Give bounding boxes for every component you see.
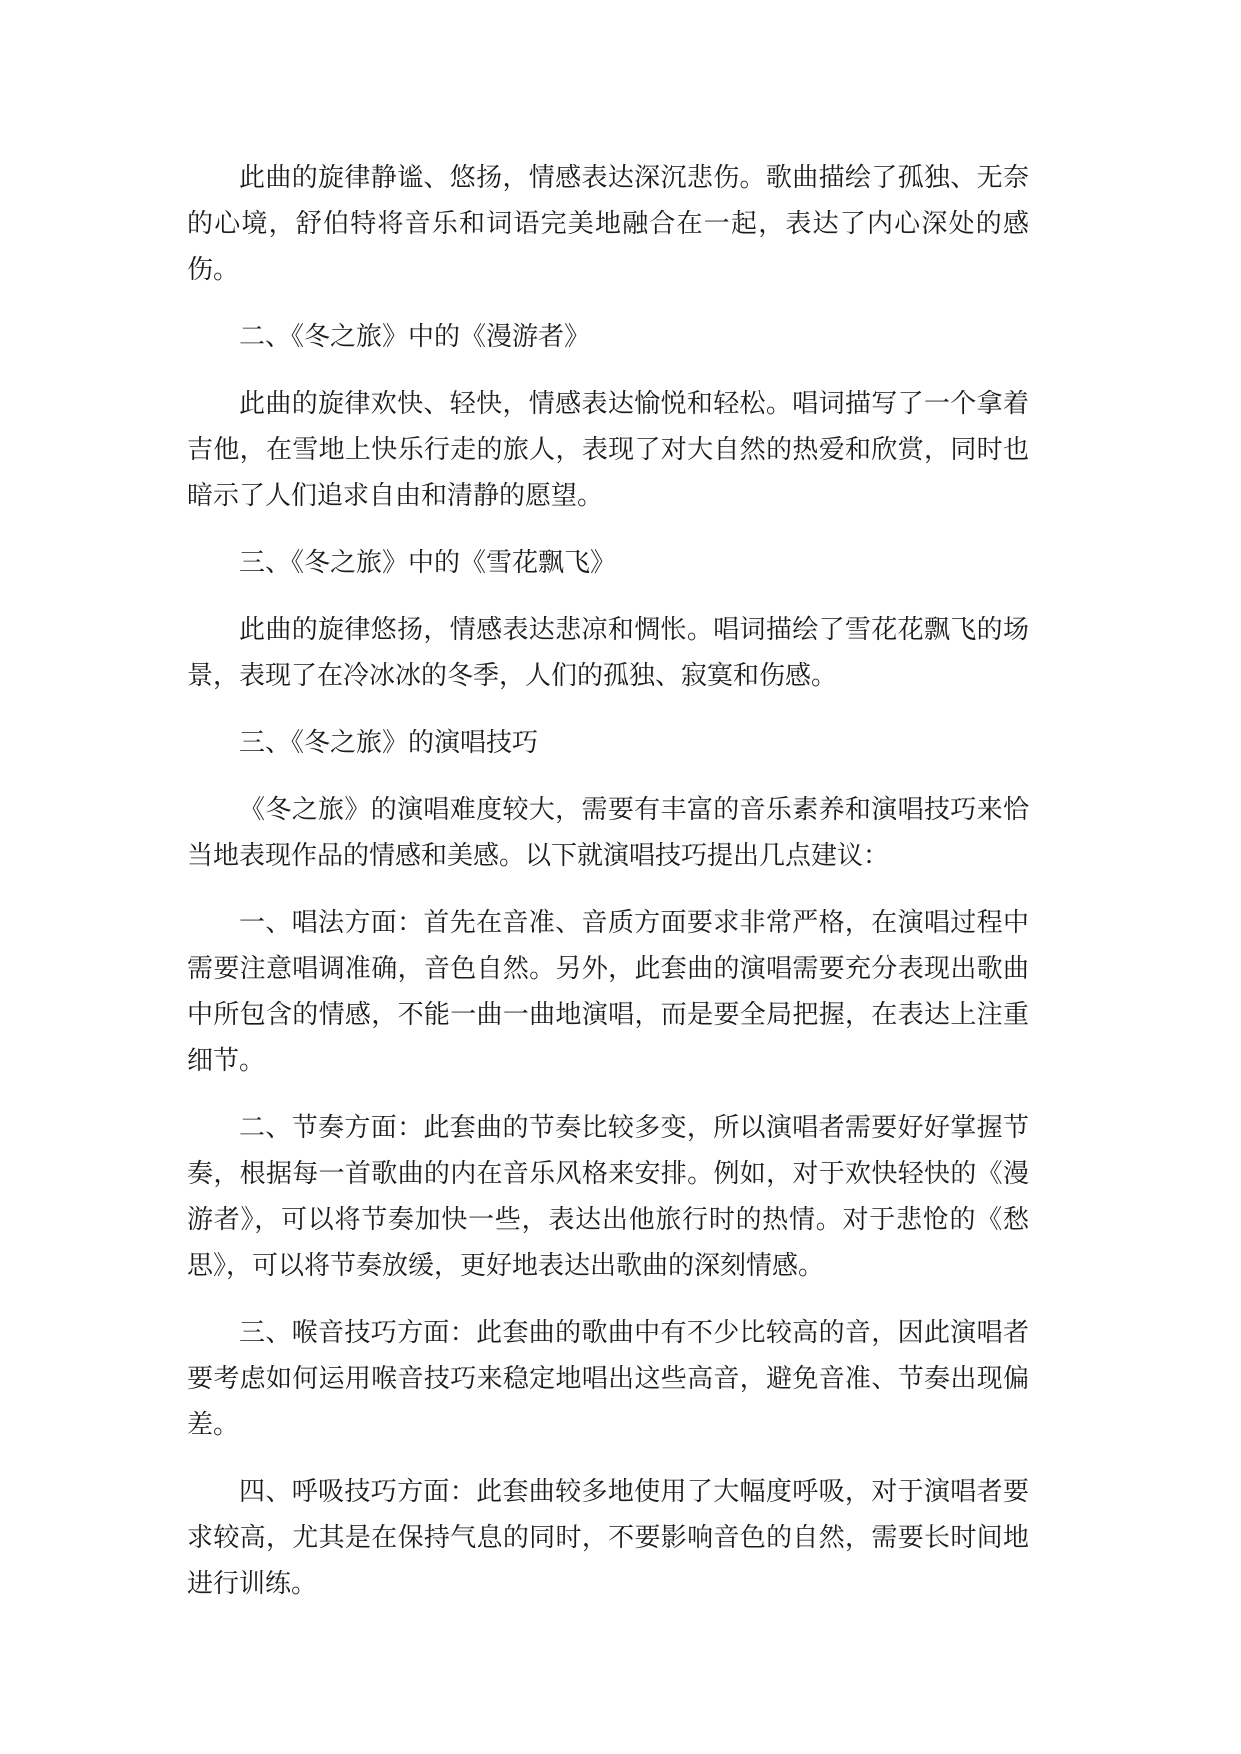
paragraph-singing-method: 一、唱法方面：首先在音准、音质方面要求非常严格，在演唱过程中需要注意唱调准确，音色自然。另外，此套曲的演唱需要充分表现出歌曲中所包含的情感，不能一曲一曲地演唱，而是要全局把握，在表达上注重细节。	[187, 908, 1029, 1076]
section-heading-snowflakes: 三、《冬之旅》中的《雪花飘飞》	[239, 548, 617, 578]
paragraph-4: 《冬之旅》的演唱难度较大，需要有丰富的音乐素养和演唱技巧来恰当地表现作品的情感和美感。以下就演唱技巧提出几点建议：	[187, 795, 1029, 871]
paragraph-2: 此曲的旋律欢快、轻快，情感表达愉悦和轻松。唱词描写了一个拿着吉他，在雪地上快乐行走的旅人，表现了对大自然的热爱和欣赏，同时也暗示了人们追求自由和清静的愿望。	[187, 389, 1029, 511]
paragraph-throat-technique: 三、喉音技巧方面：此套曲的歌曲中有不少比较高的音，因此演唱者要考虑如何运用喉音技巧来稳定地唱出这些高音，避免音准、节奏出现偏差。	[187, 1318, 1029, 1440]
paragraph-rhythm: 二、节奏方面：此套曲的节奏比较多变，所以演唱者需要好好掌握节奏，根据每一首歌曲的内在音乐风格来安排。例如，对于欢快轻快的《漫游者》，可以将节奏加快一些，表达出他旅行时的热情。对于悲怆的《愁思》，可以将节奏放缓，更好地表达出歌曲的深刻情感。	[187, 1113, 1029, 1281]
paragraph-breathing: 四、呼吸技巧方面：此套曲较多地使用了大幅度呼吸，对于演唱者要求较高，尤其是在保持气息的同时，不要影响音色的自然，需要长时间地进行训练。	[187, 1477, 1029, 1599]
document-body	[187, 155, 1029, 1628]
section-heading-techniques: 三、《冬之旅》的演唱技巧	[239, 728, 539, 758]
paragraph-1: 此曲的旋律静谧、悠扬，情感表达深沉悲伤。歌曲描绘了孤独、无奈的心境，舒伯特将音乐和词语完美地融合在一起，表达了内心深处的感伤。	[187, 163, 1029, 285]
section-heading-wanderer: 二、《冬之旅》中的《漫游者》	[239, 322, 591, 352]
paragraph-3: 此曲的旋律悠扬，情感表达悲凉和惆怅。唱词描绘了雪花花飘飞的场景，表现了在冷冰冰的冬季，人们的孤独、寂寞和伤感。	[187, 615, 1029, 691]
